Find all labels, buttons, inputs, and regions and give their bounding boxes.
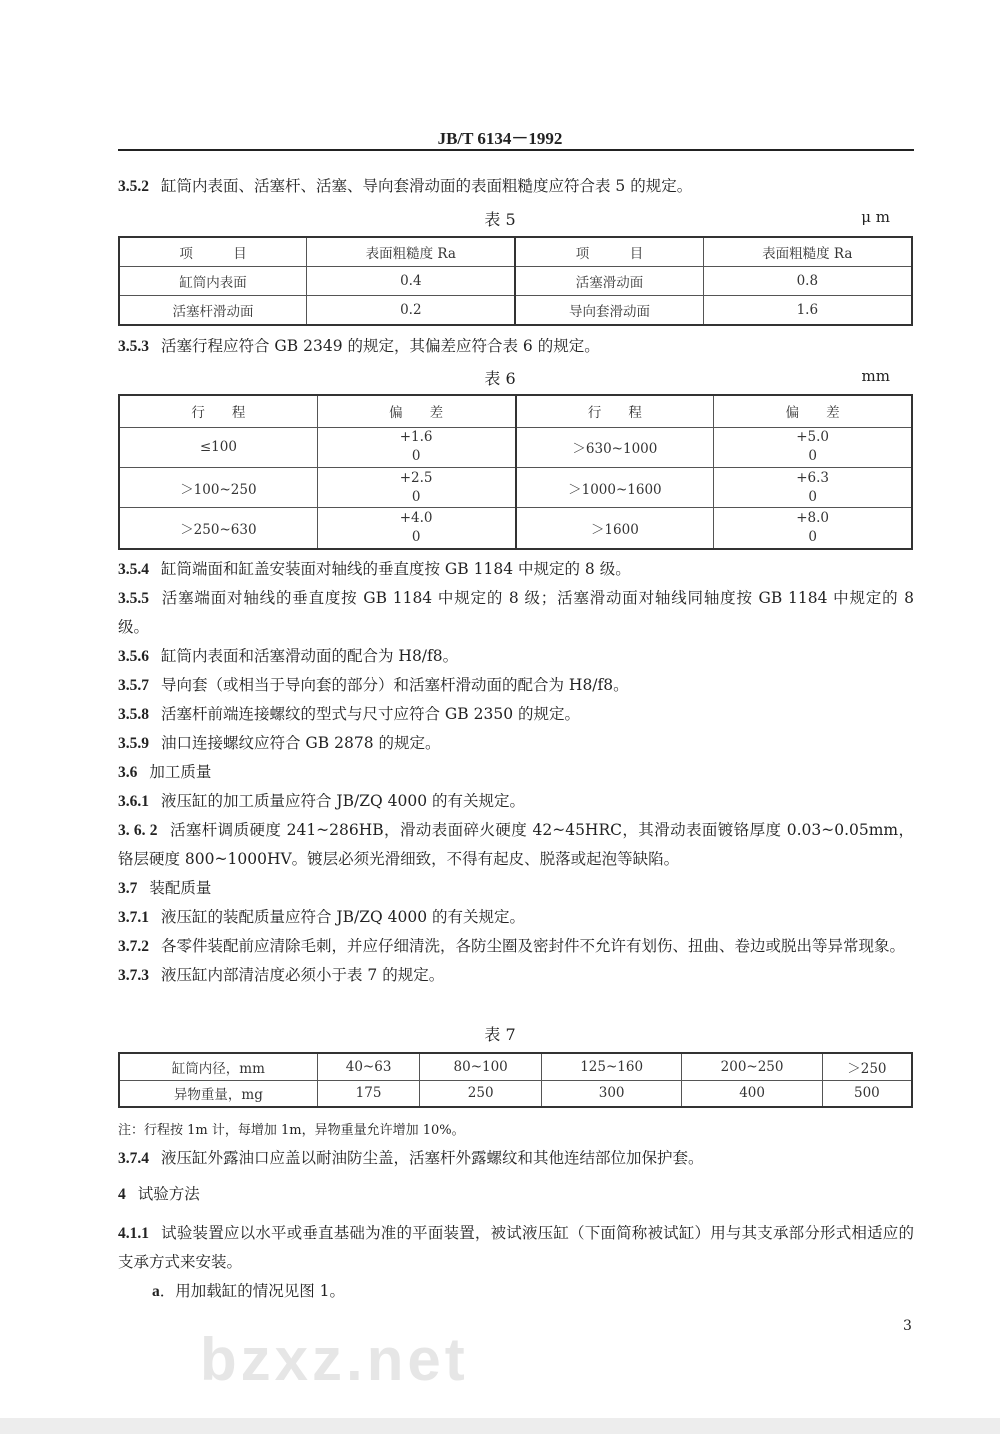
table6 bbox=[118, 394, 913, 550]
clause-text: 液压缸的加工质量应符合 JB/ZQ 4000 的有关规定。 bbox=[161, 792, 526, 810]
clause-number: 3.7.4 bbox=[118, 1150, 149, 1167]
cell: 0.4 bbox=[307, 267, 516, 296]
upper-deviation: +1.6 bbox=[399, 429, 433, 446]
cell bbox=[714, 508, 912, 549]
cell: 缸筒内表面 bbox=[119, 267, 307, 296]
clause-number: 3.6 bbox=[118, 764, 138, 781]
clause-text: 缸筒内表面和活塞滑动面的配合为 H8/f8。 bbox=[161, 647, 459, 665]
cell: 缸筒内径，mm bbox=[119, 1053, 317, 1080]
clause-4-1-1 bbox=[118, 1219, 914, 1277]
table7 bbox=[118, 1052, 913, 1108]
table6-unit: mm bbox=[861, 367, 890, 385]
clause-text: 缸筒端面和缸盖安装面对轴线的垂直度按 GB 1184 中规定的 8 级。 bbox=[161, 560, 631, 578]
clause bbox=[118, 700, 914, 729]
clause-text: 活塞行程应符合 GB 2349 的规定，其偏差应符合表 6 的规定。 bbox=[161, 337, 600, 355]
clause-number: 3.7.2 bbox=[118, 938, 149, 955]
header-cell: 行 程 bbox=[119, 395, 317, 427]
clause-number: 3.5.9 bbox=[118, 735, 149, 752]
lower-deviation: 0 bbox=[411, 529, 421, 546]
watermark: bzxz.net bbox=[200, 1326, 469, 1393]
clause-number: 3.7 bbox=[118, 880, 138, 897]
clause-number: 3.5.4 bbox=[118, 561, 149, 578]
document-header: JB/T 6134－1992 bbox=[437, 129, 563, 148]
table7-caption: 表 7 bbox=[484, 1025, 516, 1044]
upper-deviation: +2.5 bbox=[399, 469, 433, 486]
cell: ≤100 bbox=[119, 427, 317, 467]
section-heading bbox=[118, 758, 914, 787]
page-number: 3 bbox=[903, 1318, 912, 1334]
clause-number: 3. 6. 2 bbox=[118, 822, 158, 839]
table6-caption: 表 6 bbox=[484, 369, 516, 388]
clause-text: 试验装置应以水平或垂直基础为准的平面装置，被试液压缸（下面简称被试缸）用与其支承部分形式相适应的支承方式来安装。 bbox=[118, 1224, 914, 1271]
cell: 125~160 bbox=[541, 1053, 681, 1080]
clause-text: 缸筒内表面、活塞杆、活塞、导向套滑动面的表面粗糙度应符合表 5 的规定。 bbox=[161, 177, 693, 195]
table5-unit: μ m bbox=[861, 208, 890, 226]
clause bbox=[118, 671, 914, 700]
cell bbox=[714, 467, 912, 507]
header-cell: 行 程 bbox=[516, 395, 714, 427]
cell: 导向套滑动面 bbox=[515, 295, 703, 325]
cell: 500 bbox=[822, 1080, 912, 1107]
clause bbox=[118, 787, 914, 816]
clause-number: 3.5.5 bbox=[118, 590, 149, 607]
clause-number: 4 bbox=[118, 1186, 126, 1203]
header-cell: 偏 差 bbox=[714, 395, 912, 427]
table-header-row bbox=[119, 395, 912, 427]
viewer-bottom-bar bbox=[0, 1418, 1000, 1434]
clause-text: 油口连接螺纹应符合 GB 2878 的规定。 bbox=[161, 734, 441, 752]
cell: 1.6 bbox=[703, 295, 912, 325]
clause bbox=[118, 932, 914, 961]
clause bbox=[118, 816, 914, 874]
table-row bbox=[119, 267, 912, 296]
table-header-row bbox=[119, 237, 912, 267]
header-cell: 项 目 bbox=[515, 237, 703, 267]
cell: 250 bbox=[420, 1080, 542, 1107]
cell: 80~100 bbox=[420, 1053, 542, 1080]
cell bbox=[317, 467, 515, 507]
header-cell: 项 目 bbox=[119, 237, 307, 267]
clause-text: 试验方法 bbox=[137, 1185, 200, 1203]
lower-deviation: 0 bbox=[808, 529, 817, 546]
clause-number: 3.5.2 bbox=[118, 178, 149, 195]
clause bbox=[118, 584, 914, 642]
clause-number: 3.5.7 bbox=[118, 677, 149, 694]
cell: 活塞杆滑动面 bbox=[119, 295, 307, 325]
table-row bbox=[119, 1053, 912, 1080]
clause-text: 导向套（或相当于导向套的部分）和活塞杆滑动面的配合为 H8/f8。 bbox=[161, 676, 629, 694]
item-letter: a bbox=[152, 1283, 160, 1300]
clause-text: 液压缸外露油口应盖以耐油防尘盖，活塞杆外露螺纹和其他连结部位加保护套。 bbox=[161, 1149, 704, 1167]
clause-number: 3.5.3 bbox=[118, 338, 149, 355]
clause-text: 装配质量 bbox=[149, 879, 212, 897]
item-a bbox=[152, 1277, 912, 1306]
cell: ＞1600 bbox=[516, 508, 714, 549]
clause-number: 3.5.6 bbox=[118, 648, 149, 665]
cell: ＞250~630 bbox=[119, 508, 317, 549]
table-row bbox=[119, 1080, 912, 1107]
cell bbox=[714, 427, 912, 467]
upper-deviation: +8.0 bbox=[796, 510, 830, 527]
upper-deviation: +6.3 bbox=[796, 469, 830, 486]
section-heading bbox=[118, 874, 914, 903]
lower-deviation: 0 bbox=[808, 448, 817, 465]
cell: 异物重量，mg bbox=[119, 1080, 317, 1107]
cell: 200~250 bbox=[682, 1053, 822, 1080]
clause-text: 活塞杆前端连接螺纹的型式与尺寸应符合 GB 2350 的规定。 bbox=[161, 705, 581, 723]
upper-deviation: +4.0 bbox=[399, 510, 433, 527]
lower-deviation: 0 bbox=[411, 488, 421, 505]
clause-text: 活塞端面对轴线的垂直度按 GB 1184 中规定的 8 级；活塞滑动面对轴线同轴度按 GB 1184 中规定的 8 级。 bbox=[118, 589, 914, 636]
cell bbox=[317, 508, 515, 549]
table7-note: 注：行程按 1m 计，每增加 1m，异物重量允许增加 10%。 bbox=[118, 1123, 465, 1138]
lower-deviation: 0 bbox=[808, 488, 817, 505]
clause bbox=[118, 642, 914, 671]
item-text: ．用加载缸的情况见图 1。 bbox=[159, 1282, 346, 1300]
clause-3-5-3 bbox=[118, 332, 914, 361]
table-row bbox=[119, 467, 912, 507]
clause-text: 液压缸内部清洁度必须小于表 7 的规定。 bbox=[161, 966, 445, 984]
upper-deviation: +5.0 bbox=[796, 429, 830, 446]
cell: 活塞滑动面 bbox=[515, 267, 703, 296]
clause-number: 4.1.1 bbox=[118, 1225, 149, 1242]
clause bbox=[118, 903, 914, 932]
cell: ＞630~1000 bbox=[516, 427, 714, 467]
clause bbox=[118, 961, 914, 990]
table-row bbox=[119, 427, 912, 467]
clause-text: 活塞杆调质硬度 241~286HB，滑动表面碎火硬度 42~45HRC，其滑动表面镀铬厚度 0.03~0.05mm，铬层硬度 800~1000HV。镀层必须光滑细致，不得有起皮、脱落或起泡等缺陷。 bbox=[118, 821, 915, 868]
header-cell: 偏 差 bbox=[317, 395, 515, 427]
header-cell: 表面粗糙度 Ra bbox=[307, 237, 516, 267]
cell: 400 bbox=[682, 1080, 822, 1107]
lower-deviation: 0 bbox=[411, 448, 421, 465]
clause-text: 各零件装配前应清除毛刺，并应仔细清洗，各防尘圈及密封件不允许有划伤、扭曲、卷边或脱出等异常现象。 bbox=[161, 937, 906, 955]
section-4-heading bbox=[118, 1180, 914, 1209]
clause-text: 液压缸的装配质量应符合 JB/ZQ 4000 的有关规定。 bbox=[161, 908, 526, 926]
clauses-3-5-4-to-3-7-3 bbox=[118, 555, 914, 990]
cell bbox=[317, 427, 515, 467]
cell: ＞250 bbox=[822, 1053, 912, 1080]
table5-caption: 表 5 bbox=[484, 210, 516, 229]
clause-3-5-2 bbox=[118, 172, 914, 201]
table-row bbox=[119, 508, 912, 549]
clause-number: 3.7.3 bbox=[118, 967, 149, 984]
cell: 0.2 bbox=[307, 295, 516, 325]
clause-number: 3.5.8 bbox=[118, 706, 149, 723]
header-rule bbox=[118, 149, 914, 151]
clause-text: 加工质量 bbox=[149, 763, 212, 781]
clause-number: 3.6.1 bbox=[118, 793, 149, 810]
clause-3-7-4 bbox=[118, 1144, 914, 1173]
table-row bbox=[119, 295, 912, 325]
header-cell: 表面粗糙度 Ra bbox=[703, 237, 912, 267]
clause-number: 3.7.1 bbox=[118, 909, 149, 926]
table5 bbox=[118, 236, 913, 326]
clause bbox=[118, 729, 914, 758]
cell: ＞100~250 bbox=[119, 467, 317, 507]
cell: 40~63 bbox=[317, 1053, 420, 1080]
cell: 175 bbox=[317, 1080, 420, 1107]
cell: 300 bbox=[541, 1080, 681, 1107]
cell: ＞1000~1600 bbox=[516, 467, 714, 507]
cell: 0.8 bbox=[703, 267, 912, 296]
clause bbox=[118, 555, 914, 584]
